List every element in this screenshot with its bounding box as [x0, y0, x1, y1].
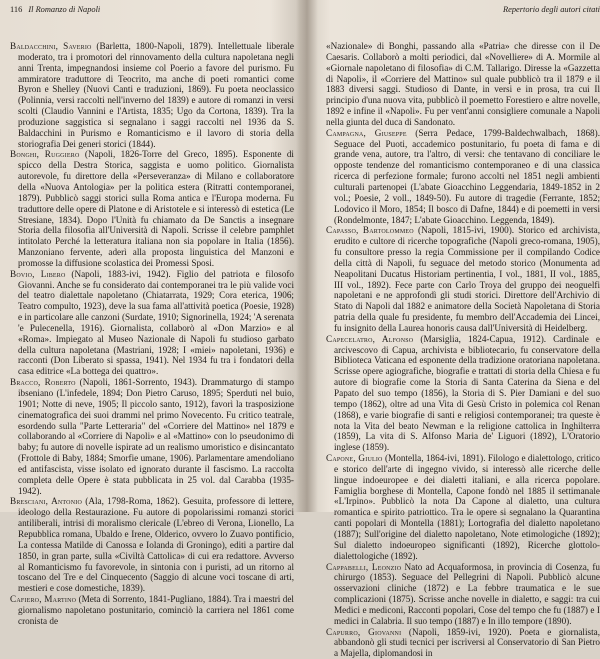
- continued-entry: «Nazionale» di Bonghi, passando alla «Patria» che diresse con il De Caesaris. Collaborò a molti periodici, dal «Novelliere» di A. Mormile al «Giornale napoletano di filosofia» di C.M. Tallarigo. Diresse la «Gazzetta di Napoli», il «Corriere del Mattino» sul quale pubblicò tra il 1879 e il 1883 diversi saggi. Studioso di Dante, in versi e in prosa, tra cui Il principio d'una nuova vita, pubblicò il poemetto Forestiero e altre novelle, 1892 e infine il «Napoli». Fu per vent'anni consigliere comunale a Napoli nella giunta del duca di Sandonato.: [326, 41, 600, 127]
- author-entry: [10, 377, 294, 496]
- right-page: [320, 0, 600, 659]
- author-entry: [10, 269, 294, 377]
- author-entry-text: (Montella, 1864-ivi, 1891). Filologo e dialettologo, critico e storico dell'arte di ingegno vivido, si interessò alle ricerche delle lingue indoeuropee e dei dialetti italiani, e alla ricerca popolare. Famiglia borghese di Montella, Capone fondò nel 1885 il settimanale «L'Irpino». Pubblicò la nota Da Capone al dialetto, una cultura romantica e spirito patriottico. Tra le opere si segnalano la Quarantina canti popolari di Montella (1881); Lortografia del dialetto napoletano (1887); Sull'origine del dialetto napoletano, Note etimologiche (1892); Sul dialetto indoeuropeo significanti (1892), Ricerche glottolo-dialettologiche (1892).: [334, 453, 600, 561]
- author-headword: Capecelatro, Alfonso: [326, 333, 414, 344]
- author-entry: [10, 41, 294, 149]
- author-entry-text: Nato ad Acquaformosa, in provincia di Cosenza, fu chirurgo (1853). Seguace del Pellegrini di Napoli. Pubblicò alcune osservazioni cliniche (1872) e La febbre traumatica e le sue complicazioni (1875). Scrisse anche novelle in dialetto, e saggi: tra cui Medici e mediconi, Racconti popolari, Cose del tempo che fu (1887) e I medici in Calabria. Il suo tempo (1887) e In illo tempore (1890).: [334, 561, 600, 626]
- author-headword: Campagna, Giuseppe: [326, 127, 407, 138]
- author-headword: Capone, Giulio: [326, 453, 383, 464]
- author-headword: Cafiero, Martino: [10, 594, 77, 605]
- author-entry: [10, 149, 294, 268]
- author-entry-text: (Marsiglia, 1824-Capua, 1912). Cardinale e arcivescovo di Capua, archivista e bibliotecario, fu conservatore della Biblioteca Vaticana ed esponente della tradizione oratoriana napoletana. Scrisse opere agiografiche, biografie e trattati di storia della Chiesa e fu autore di biografie come la Storia di Santa Caterina da Siena e del Papato del suo tempo (1856), la Storia di S. Pier Damiani e del suo tempo (1862), oltre ad una Vita di Gesù Cristo in polemica col Renan (1868), e varie biografie di santi e religiosi contemporanei; tra queste è nota la Vita del beato Newman e la religione cattolica in Inghilterra (1859), La vita di S. Alfonso Maria de' Liguori (1892), L'Oratorio inglese (1859).: [334, 333, 600, 453]
- author-entry: [326, 627, 600, 659]
- author-entry-text: (Barletta, 1800-Napoli, 1879). Intellettuale liberale moderato, tra i promotori del rinnovamento della cultura napoletana negli anni Trenta, impegnandosi insieme col Poerio a favore del purismo. Fu ammiratore traduttore di Teocrito, ma anche di poeti romantici come Byron e Shelley (Nuovi Canti e traduzioni, 1869). Fu poeta neoclassico (Polinnia, versi raccolti nell'inverno del 1839) e autore di romanzi in versi scolti (Claudio Vannini e l'Artista, 1835; Ugo da Cortona, 1839). Tra la produzione saggistica si segnalano i saggi raccolti nel 1936 da S. Baldacchini in Purismo e Romanticismo e il lavoro di storia della storiografia Dei generi storici (1844).: [18, 41, 294, 149]
- right-entries: [326, 128, 600, 659]
- author-headword: Bonghi, Ruggiero: [10, 149, 80, 160]
- author-headword: Capasso, Bartolommeo: [326, 225, 414, 236]
- author-entry: [326, 128, 600, 226]
- author-entry: [326, 225, 600, 333]
- author-entry-text: (Napoli, 1861-Sorrento, 1943). Drammaturgo di stampo ibseniano (L'infedele, 1894; Don Pietro Caruso, 1895; Sperduti nel buio, 1901; Notte di neve, 1905; Il piccolo santo, 1912), favorì la trasposizione cinematografica dei suoi drammi nel primo Novecento. Fu critico teatrale, esordendo sulla "Parte Letteraria" del «Corriere del Mattino» nel 1879 e collaborando al «Corriere di Napoli» e al «Mattino» con lo pseudonimo di baby; fu autore di novelle ispirate ad un realismo umoristico e disincantato (Frottole di Baby, 1884; Smorfie umane, 1906). Parlamentare amendoliano ed antifascista, visse isolato ed ignorato durante il fascismo. La raccolta completa delle Opere è stata pubblicata in 25 vol. dal Carabba (1935-1942).: [18, 377, 294, 496]
- right-running-head: [326, 5, 600, 16]
- author-entry-text: (Napoli, 1815-ivi, 1900). Storico ed archivista, erudito e cultore di ricerche topografiche (Napoli greco-romana, 1905), fu consultore presso la regia Commissione per il compilando Codice della città di Napoli, fu seguace del metodo storico (Monumenta ad Neapolitani Ducatus Historiam pertinentia, I vol., 1881, II vol., 1885, III vol., 1892). Fece parte con Carlo Troya del gruppo dei neoguelfi napoletani e ne approfondì gli studi storici. Direttore dell'Archivio di Stato di Napoli dal 1882 e animatore della Società Napoletana di Storia patria della quale fu presidente, fu membro dell'Accademia dei Lincei, fu insignito della Laurea honoris causa dall'Università di Heidelberg.: [334, 225, 600, 333]
- author-entry: [326, 453, 600, 561]
- author-headword: Baldacchini, Saverio: [10, 41, 92, 51]
- author-entry: [10, 496, 294, 594]
- author-entry-text: (Napoli, 1826-Torre del Greco, 1895). Esponente di spicco della Destra Storica, saggista e uomo politico. Giornalista autorevole, fu direttore della «Perseveranza» di Milano e collaboratore della «Nuova Antologia» per la politica estera (Ritratti contemporanei, 1879). Pubblicò saggi storici sulla Roma antica e l'Europa moderna. Fu traduttore delle opere di Platone e di Aristotele e si interessò di estetica (Le Stresiane, 1834). Dopo l'Unità fu chiamato da De Sanctis a insegnare Storia della filosofia all'Università di Napoli. Scrisse il celebre pamphlet intitolato Perché la letteratura italiana non sia popolare in Italia (1856). Manzoniano fervente, aderì alla proposta linguistica del Manzoni e promosse la diffusione scolastica dei Promessi Sposi.: [18, 149, 294, 268]
- author-headword: Bresciani, Antonio: [10, 496, 82, 507]
- page-number: 116: [10, 5, 23, 14]
- author-entry: [326, 334, 600, 453]
- author-entry-text: (Ala, 1798-Roma, 1862). Gesuita, professore di lettere, ideologo della Restaurazione. Fu autore di popolarissimi romanzi storici antiliberali, intrisi di moralismo clericale (L'ebreo di Verona, Lionello, La Repubblica romana, Ubaldo e Irene, Olderico, ovvero lo Zuavo pontificio, La contessa Matilde di Canossa e Iolanda di Groningo), editi a partire dal 1850, in gran parte, sulla «Civiltà Cattolica» di cui era redattore. Avverso al Romanticismo fu favorevole, in sintonia con i puristi, ad un ritorno al toscano del Tre e del Cinquecento (Saggio di alcune voci toscane di arti, mestieri e cose domestiche, 1839).: [18, 496, 294, 594]
- author-headword: Bovio, Libero: [10, 268, 66, 279]
- author-entry: [10, 594, 294, 627]
- left-page: [0, 0, 298, 626]
- section-title: Repertorio degli autori citati: [503, 5, 600, 14]
- author-entry-text: (Serra Pedace, 1799-Baldechwalbach, 1868). Seguace del Puoti, accademico postunitario, fu poeta di fama e di grande vena, autore, tra l'altro, di versi: che tentavano di conciliare le opposte tendenze del romanticismo contemporaneo e di una classica ricerca di perfezione formale; furono accolti nel 1851 negli ambienti culturali partenopei (L'abate Gioacchino Leggendaria, 1849-1852 in 2 vol.; Poesie, 2 voll., 1849-50). Fu autore di tragedie (Ferrante, 1852; Lodovico il Moro, 1854; Il bosco di Dafne, 1844) e di poemetti in versi (Rondelmonte, 1847; L'abate Gioacchino. Leggenda, 1849).: [334, 127, 600, 225]
- author-entry: [326, 562, 600, 627]
- author-entry-text: (Napoli, 1883-ivi, 1942). Figlio del patriota e filosofo Giovanni. Anche se fu considerato dai contemporanei tra le più valide voci del teatro dialettale napoletano (Chiatarrata, 1929; Cora eterica, 1906; Teatro compulto, 1923), deve la sua fama all'attività poetica (Poesie, 1928) e in particolare alle canzoni (Surdate, 1910; Signorinella, 1924; 'A serenata 'e Pulecenella, 1916). Giornalista, collaborò al «Don Marzio» e al «Roma». Impiegato al Museo Nazionale di Napoli fu studioso garbato della cultura napoletana (Mastriani, 1928; I «miei» napoletani, 1936) e racconti (Don Liberato si spassa, 1941). Nel 1934 fu tra i fondatori della casa editrice «La bottega dei quattro».: [18, 268, 295, 377]
- book-gutter: [296, 0, 318, 512]
- author-headword: Bracco, Roberto: [10, 377, 76, 388]
- author-entry-text: (Meta di Sorrento, 1841-Pugliano, 1884). Tra i maestri del giornalismo napoletano postunitario, cominciò la carriera nel 1861 come cronista de: [18, 594, 294, 626]
- author-headword: Capurro, Giovanni: [326, 626, 402, 637]
- author-headword: Cappabelli, Leonzio: [326, 561, 402, 572]
- left-running-head: [10, 5, 294, 16]
- author-entry-text: (Napoli, 1859-ivi, 1920). Poeta e giornalista, abbandonò gli studi tecnici per iscriversi al Conservatorio di San Pietro a Majella, diplomandosi in: [334, 626, 600, 659]
- book-title: Il Romanzo di Napoli: [28, 5, 101, 14]
- left-entries: [10, 41, 294, 627]
